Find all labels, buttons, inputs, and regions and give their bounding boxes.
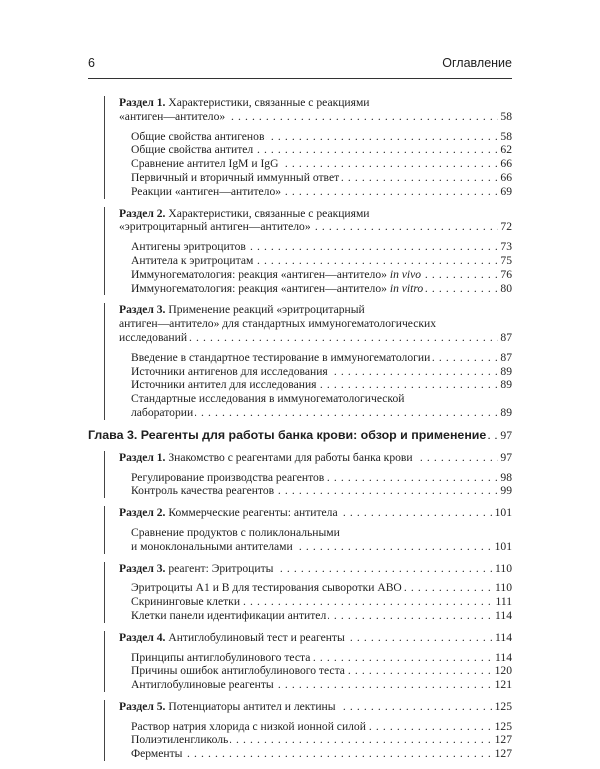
entry-label: и моноклональными антителами <box>131 539 293 553</box>
page-ref: 89 <box>500 378 512 392</box>
toc-entry[interactable] <box>131 595 512 609</box>
section-title-line: «антиген—антитело» <box>119 109 226 123</box>
toc-entry[interactable] <box>131 720 512 734</box>
toc-entry[interactable] <box>119 562 512 576</box>
page-ref: 89 <box>500 405 512 419</box>
toc-section-c5 <box>104 700 512 761</box>
entry-label: Эритроциты A1 и B для тестирования сыворотки ABO <box>131 581 402 595</box>
page-ref: 98 <box>500 470 512 484</box>
page-ref: 73 <box>500 240 512 254</box>
toc-section-c4 <box>104 631 512 692</box>
toc-section-1 <box>104 96 512 199</box>
table-of-contents <box>88 96 512 769</box>
entry-label: Скрининговые клетки <box>131 595 241 609</box>
page-ref: 69 <box>500 184 512 198</box>
page-ref: 58 <box>500 109 512 123</box>
section-heading <box>119 96 512 124</box>
entry-label: Введение в стандартное тестирование в иммуногематологии <box>131 350 431 364</box>
toc-entry[interactable] <box>131 484 512 498</box>
toc-entry[interactable] <box>131 185 512 199</box>
toc-entry[interactable] <box>131 733 512 747</box>
page-ref: 72 <box>500 220 512 234</box>
toc-section-c1 <box>104 451 512 498</box>
section-prefix: Раздел 3. <box>119 561 166 575</box>
entry-label: Источники антигенов для исследования <box>131 364 328 378</box>
entry-label: Раствор натрия хлорида с низкой ионной силой <box>131 719 366 733</box>
entry-label: Клетки панели идентификации антител <box>131 608 327 622</box>
page-ref: 76 <box>500 267 512 281</box>
toc-entry[interactable] <box>119 631 512 645</box>
toc-section-c3 <box>104 562 512 623</box>
entry-label: Антигены эритроцитов <box>131 240 246 254</box>
page-ref: 89 <box>500 364 512 378</box>
entry-label: Антитела к эритроцитам <box>131 253 254 267</box>
entry-label: Первичный и вторичный иммунный ответ <box>131 170 340 184</box>
toc-entry[interactable] <box>131 651 512 665</box>
page-ref: 101 <box>494 539 512 553</box>
section-prefix: Раздел 2. <box>119 206 166 220</box>
toc-entry[interactable] <box>119 331 512 345</box>
toc-entry[interactable] <box>131 678 512 692</box>
page-ref: 101 <box>494 506 512 520</box>
toc-entry[interactable] <box>119 700 512 714</box>
toc-entry[interactable] <box>131 365 512 379</box>
entry-label: Иммуногематология: реакция «антиген—антитело» <box>131 281 387 295</box>
page-ref: 80 <box>500 281 512 295</box>
toc-entry[interactable] <box>131 171 512 185</box>
page-ref: 120 <box>494 664 512 678</box>
toc-entry[interactable] <box>131 254 512 268</box>
toc-entry[interactable] <box>131 130 512 144</box>
page-ref: 75 <box>500 253 512 267</box>
section-prefix: Раздел 2. <box>119 506 166 520</box>
page-ref: 66 <box>500 157 512 171</box>
section-title-line: антиген—антитело» для стандартных иммуногематологических <box>119 317 437 331</box>
section-title-line: исследований <box>119 330 188 344</box>
toc-entry[interactable] <box>131 268 512 282</box>
entry-label: Иммуногематология: реакция «антиген—антитело» <box>131 267 387 281</box>
chapter-heading[interactable] <box>88 428 512 443</box>
section-title-line: Потенциаторы антител и лектины <box>165 699 336 713</box>
section-prefix: Раздел 5. <box>119 699 166 713</box>
entry-label: Принципы антиглобулинового теста <box>131 650 311 664</box>
section-heading <box>119 303 512 344</box>
entry-label: Регулирование производства реагентов <box>131 470 325 484</box>
entry-label: Антиглобулиновые реагенты <box>131 678 274 692</box>
page-ref: 62 <box>500 143 512 157</box>
entry-label: Сравнение продуктов с поликлональными <box>131 525 340 539</box>
toc-entry[interactable] <box>131 143 512 157</box>
toc-entry[interactable] <box>119 220 512 234</box>
section-title-line: «эритроцитарный антиген—антитело» <box>119 220 311 234</box>
section-title-line: Знакомство с реагентами для работы банка крови <box>165 450 413 464</box>
entry-label: Контроль качества реагентов <box>131 484 275 498</box>
chapter-title: Глава 3. Реагенты для работы банка крови: обзор и применение <box>88 427 487 442</box>
page-ref: 58 <box>500 129 512 143</box>
section-prefix: Раздел 1. <box>119 450 166 464</box>
page-ref: 66 <box>500 170 512 184</box>
entry-label: Сравнение антител IgM и IgG <box>131 157 279 171</box>
page-ref: 111 <box>495 595 512 609</box>
section-title-line: реагент: Эритроциты <box>165 561 274 575</box>
page-ref: 97 <box>500 428 512 442</box>
section-prefix: Раздел 4. <box>119 630 166 644</box>
toc-section-c2 <box>104 506 512 553</box>
entry-label-italic: in vitro <box>389 281 424 295</box>
page-ref: 110 <box>495 561 512 575</box>
page-ref: 127 <box>494 733 512 747</box>
toc-entry[interactable] <box>131 664 512 678</box>
entry-label: Полиэтиленгликоль <box>131 733 229 747</box>
section-prefix: Раздел 3. <box>119 303 166 317</box>
toc-entry[interactable] <box>119 506 512 520</box>
toc-section-2 <box>104 207 512 296</box>
section-title-line: Антиглобулиновый тест и реагенты <box>165 630 345 644</box>
toc-entry[interactable] <box>131 406 512 420</box>
running-title: Оглавление <box>442 56 512 70</box>
page-ref: 125 <box>494 719 512 733</box>
entry-label: Ферменты <box>131 747 183 761</box>
entry-label: Общие свойства антител <box>131 143 254 157</box>
page-number: 6 <box>88 56 95 70</box>
running-header <box>88 56 512 76</box>
page-ref: 99 <box>500 484 512 498</box>
section-title-line: Применение реакций «эритроцитарный <box>165 303 365 317</box>
page-ref: 114 <box>495 630 512 644</box>
page-ref: 127 <box>494 747 512 761</box>
section-title-line: Характеристики, связанные с реакциями <box>165 206 370 220</box>
toc-entry[interactable] <box>131 540 512 554</box>
section-title-line: Характеристики, связанные с реакциями <box>165 96 370 109</box>
toc-entry[interactable] <box>131 282 512 296</box>
toc-entry[interactable] <box>131 471 512 485</box>
toc-entry[interactable] <box>131 581 512 595</box>
page-ref: 125 <box>494 699 512 713</box>
toc-entry[interactable] <box>131 240 512 254</box>
entry-label-italic: in vivo <box>389 267 422 281</box>
section-heading <box>119 207 512 235</box>
page-ref: 97 <box>500 450 512 464</box>
entry-label: Источники антител для исследования <box>131 378 317 392</box>
page-ref: 114 <box>495 650 512 664</box>
entry-label: Стандартные исследования в иммуногематологической <box>131 392 405 406</box>
page-ref: 114 <box>495 608 512 622</box>
entry-label: лаборатории <box>131 405 194 419</box>
page-ref: 121 <box>494 678 512 692</box>
toc-entry[interactable] <box>131 351 512 365</box>
toc-entry[interactable] <box>131 157 512 171</box>
entry-label: Общие свойства антигенов <box>131 129 265 143</box>
entry-label: Реакции «антиген—антитело» <box>131 184 282 198</box>
toc-entry[interactable] <box>131 609 512 623</box>
toc-section-3 <box>104 303 512 419</box>
page-ref: 87 <box>500 350 512 364</box>
toc-entry[interactable] <box>131 747 512 761</box>
toc-entry[interactable] <box>131 378 512 392</box>
header-rule <box>88 78 512 79</box>
page-ref: 110 <box>495 581 512 595</box>
page-ref: 87 <box>500 330 512 344</box>
toc-entry[interactable] <box>119 451 512 465</box>
toc-entry[interactable] <box>119 110 512 124</box>
entry-label: Причины ошибок антиглобулинового теста <box>131 664 345 678</box>
section-title-line: Коммерческие реагенты: антитела <box>165 506 338 520</box>
section-prefix: Раздел 1. <box>119 96 166 109</box>
